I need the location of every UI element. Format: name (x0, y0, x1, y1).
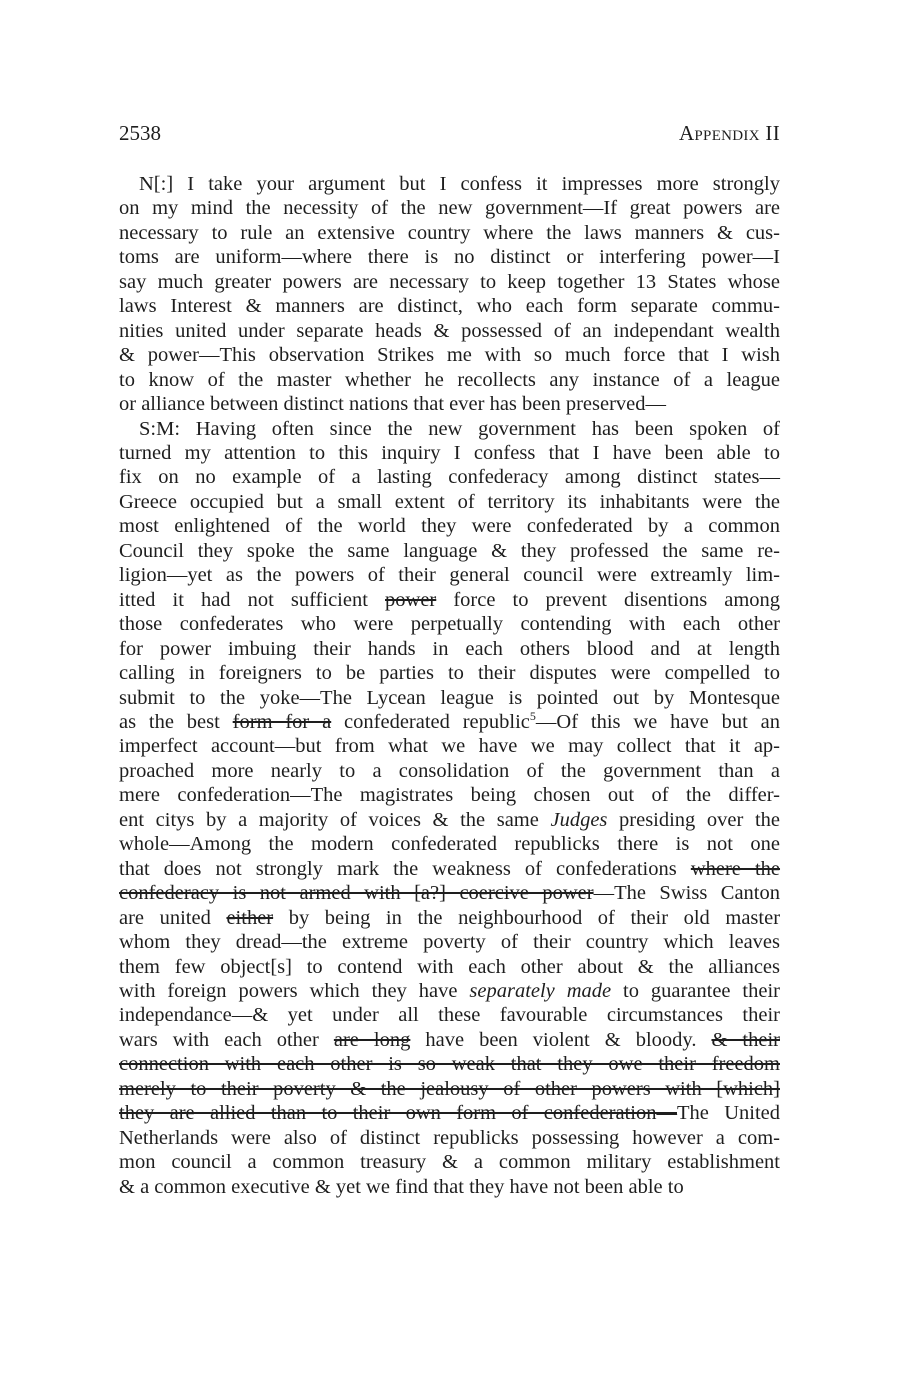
text-line: whole—Among the modern confederated republicks there is not one (119, 833, 780, 856)
text-run: The United (677, 1102, 780, 1125)
struck-line: merely to their poverty & the jealousy of other powers with [which] (119, 1077, 780, 1100)
paragraph-sm (119, 417, 780, 1200)
struck-line: connection with each other is so weak that they owe their freedom (119, 1053, 780, 1076)
text-line: turned my attention to this inquiry I confess that I have been able to (119, 441, 780, 464)
struck-text: either (226, 906, 274, 929)
text-line (119, 1028, 780, 1052)
text-run: are united (119, 906, 211, 929)
text-line: S:M: Having often since the new government has been spoken of (139, 417, 780, 440)
text-run: —The Swiss Canton (593, 882, 780, 905)
struck-text: form for a (232, 710, 332, 733)
text-run: —Of this we have but an (535, 710, 780, 733)
text-run: that does not strongly mark the weakness of confederations (119, 857, 677, 880)
text-run: presiding over the (619, 808, 780, 831)
text-line: mere confederation—The magistrates being chosen out of the differ- (119, 784, 780, 807)
text-line: necessary to rule an extensive country where the laws manners & cus- (119, 221, 780, 244)
text-line: calling in foreigners to be parties to their disputes were compelled to (119, 662, 780, 685)
text-line: to know of the master whether he recollects any instance of a league (119, 368, 780, 391)
text-line: for power imbuing their hands in each others blood and at length (119, 637, 780, 660)
text-line: & a common executive & yet we find that they have not been able to (119, 1175, 684, 1198)
text-line: on my mind the necessity of the new government—If great powers are (119, 197, 780, 220)
paragraph-n (119, 172, 780, 417)
running-head: Appendix II (678, 121, 780, 145)
text-run: to guarantee their (623, 979, 780, 1002)
text-line: independance—& yet under all these favourable circumstances their (119, 1004, 780, 1027)
text-run: wars with each other (119, 1028, 319, 1051)
text-line (119, 906, 780, 930)
text-line (119, 857, 780, 881)
page-number: 2538 (119, 121, 161, 145)
text-line: say much greater powers are necessary to keep together 13 States whose (119, 270, 780, 293)
struck-text: where the (690, 857, 781, 880)
text-line: toms are uniform—where there is no distinct or interfering power—I (119, 246, 780, 269)
text-line (119, 588, 780, 612)
text-line (119, 710, 780, 734)
text-line: ligion—yet as the powers of their general council were extreamly lim- (119, 564, 780, 587)
text-run: confederated republic (344, 710, 530, 733)
text-line: those confederates who were perpetually contending with each other (119, 613, 780, 636)
text-run: force to prevent disentions among (453, 588, 781, 611)
text-line (119, 979, 780, 1003)
text-line: whom they dread—the extreme poverty of their country which leaves (119, 931, 780, 954)
text-run: have been violent & bloody. (425, 1028, 697, 1051)
text-line: or alliance between distinct nations that ever has been preserved— (119, 393, 667, 416)
body-text (119, 172, 780, 1199)
page-header (119, 121, 780, 149)
struck-text: & their (711, 1028, 780, 1051)
footnote-marker: 5 (529, 709, 536, 724)
text-run: as the best (119, 710, 220, 733)
struck-text: confederacy is not armed with [a?] coercive power (119, 882, 594, 905)
text-line: & power—This observation Strikes me with so much force that I wish (119, 344, 780, 367)
text-line (119, 881, 780, 905)
text-line: most enlightened of the world they were confederated by a common (119, 515, 780, 538)
text-line: Council they spoke the same language & they professed the same re- (119, 539, 780, 562)
text-line: proached more nearly to a consolidation of the government than a (119, 759, 780, 782)
text-line (119, 1101, 780, 1125)
text-run: with foreign powers which they have (119, 979, 458, 1002)
struck-text: they are allied than to their own form of confederation— (119, 1102, 677, 1125)
text-line: laws Interest & manners are distinct, who each form separate commu- (119, 295, 780, 318)
text-line: submit to the yoke—The Lycean league is pointed out by Montesque (119, 686, 780, 709)
text-run: by being in the neighbourhood of their old master (288, 906, 781, 929)
italic-text: separately made (469, 979, 612, 1002)
text-line: N[:] I take your argument but I confess it impresses more strongly (139, 173, 780, 195)
text-line (119, 808, 780, 832)
text-line: nities united under separate heads & possessed of an independant wealth (119, 319, 780, 342)
struck-text: power (385, 588, 437, 611)
text-line: mon council a common treasury & a common military establishment (119, 1151, 780, 1174)
italic-text: Judges (550, 808, 608, 831)
text-line: Greece occupied but a small extent of territory its inhabitants were the (119, 490, 780, 513)
text-line: Netherlands were also of distinct republicks possessing however a com- (119, 1126, 780, 1149)
struck-text: are long (333, 1028, 411, 1051)
text-run: ent citys by a majority of voices & the same (119, 808, 539, 831)
text-line: them few object[s] to contend with each other about & the alliances (119, 955, 780, 978)
text-line: imperfect account—but from what we have we may collect that it ap- (119, 735, 780, 758)
text-run: itted it had not sufficient (119, 588, 368, 611)
text-line: fix on no example of a lasting confederacy among distinct states— (119, 466, 780, 489)
